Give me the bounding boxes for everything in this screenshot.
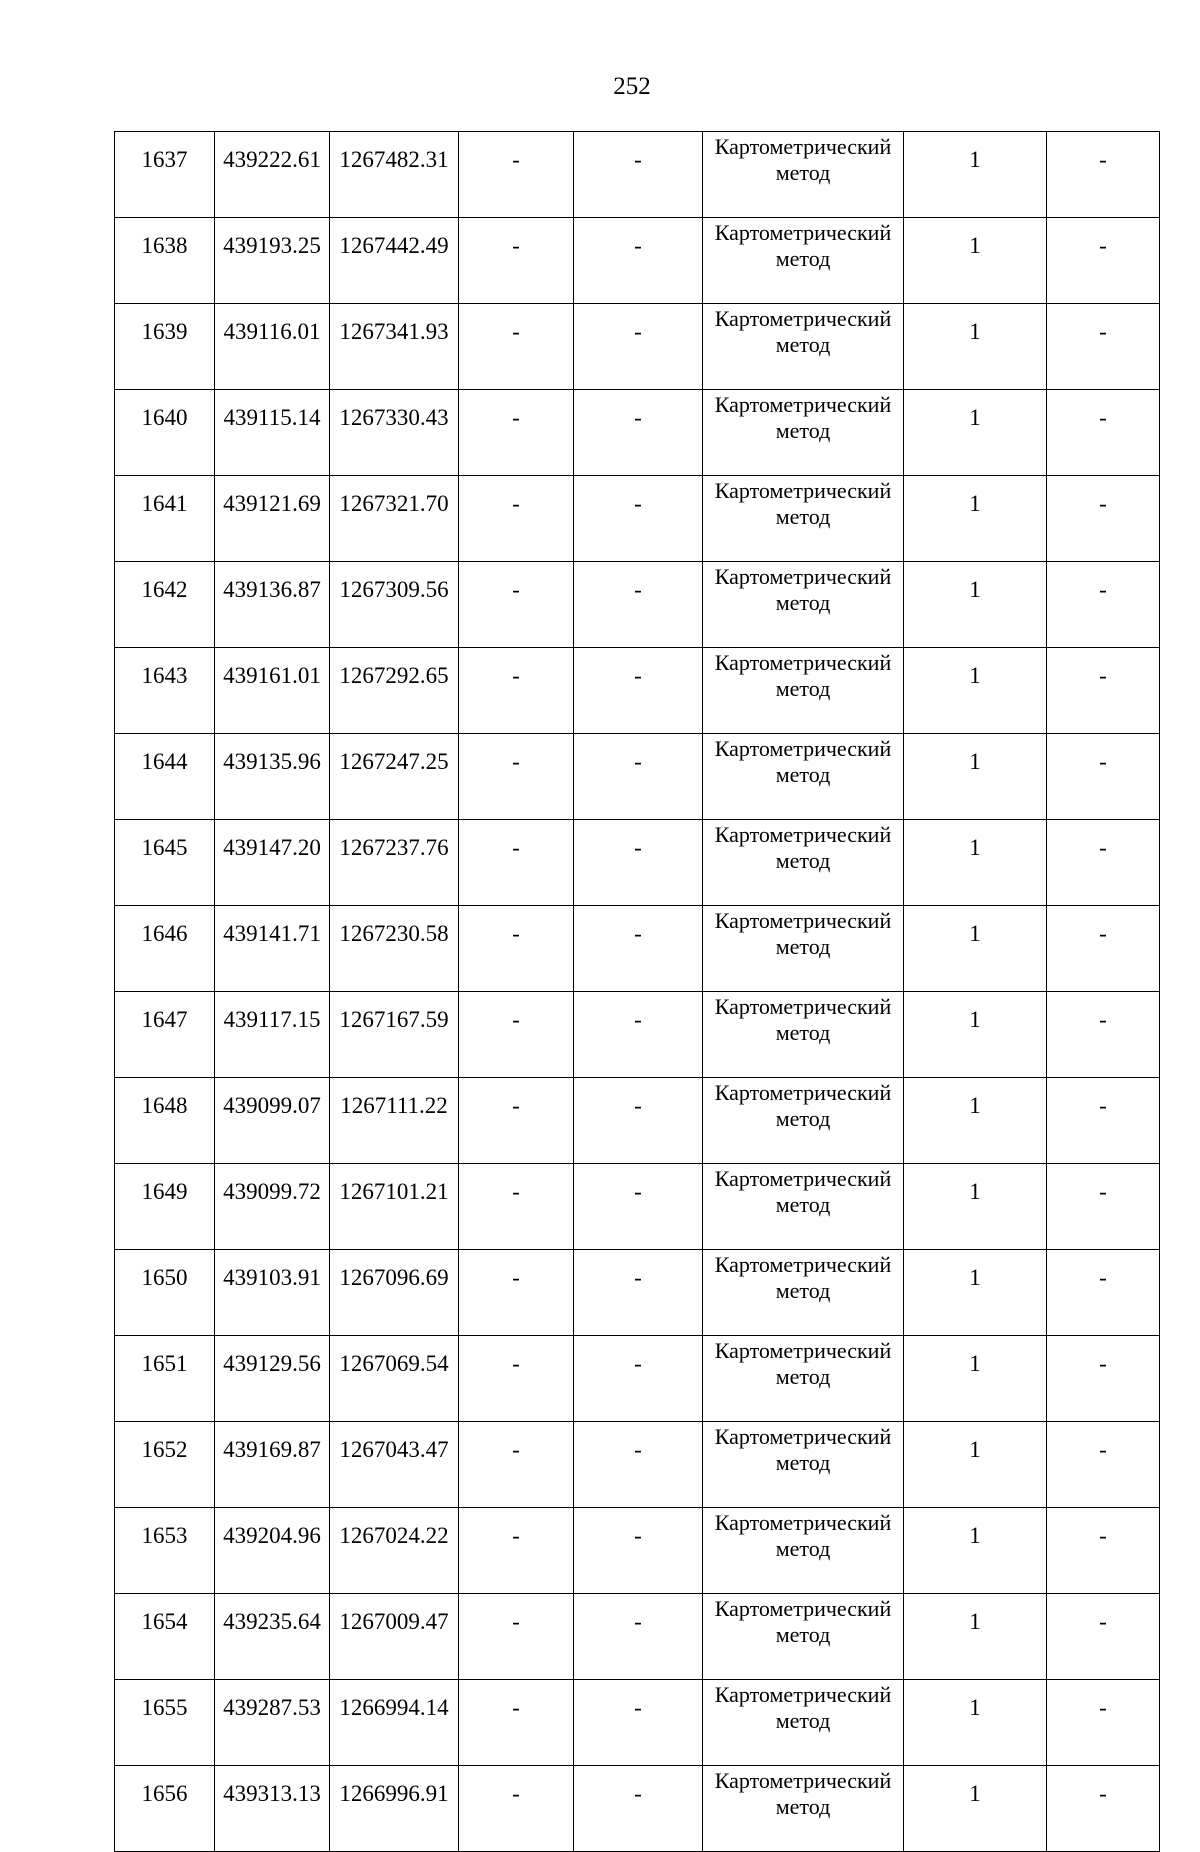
y-coordinate-cell: 1267341.93 [330,304,459,390]
accuracy-cell: 1 [904,1508,1047,1594]
empty-value-cell-4: - [459,648,574,734]
empty-value-cell-4: - [459,1078,574,1164]
x-coordinate-cell: 439099.72 [215,1164,330,1250]
y-coordinate-cell: 1267237.76 [330,820,459,906]
x-coordinate-cell: 439136.87 [215,562,330,648]
method-label-line1: Картометрический [714,736,892,761]
x-coordinate-cell: 439135.96 [215,734,330,820]
point-number-cell: 1640 [115,390,215,476]
method-label-line2: метод [775,1020,831,1045]
accuracy-cell: 1 [904,1680,1047,1766]
method-label-line2: метод [775,1536,831,1561]
y-coordinate-cell: 1267069.54 [330,1336,459,1422]
accuracy-cell: 1 [904,1078,1047,1164]
x-coordinate-cell: 439169.87 [215,1422,330,1508]
method-label-line1: Картометрический [714,478,892,503]
point-number-cell: 1644 [115,734,215,820]
y-coordinate-cell: 1267167.59 [330,992,459,1078]
empty-value-cell-9: - [1047,218,1160,304]
method-cell [703,906,904,992]
table-row [115,1336,1160,1422]
point-number-cell: 1653 [115,1508,215,1594]
accuracy-cell: 1 [904,1336,1047,1422]
x-coordinate-cell: 439161.01 [215,648,330,734]
point-number-cell: 1641 [115,476,215,562]
point-number-cell: 1639 [115,304,215,390]
empty-value-cell-9: - [1047,1422,1160,1508]
empty-value-cell-5: - [574,906,703,992]
table-row [115,1594,1160,1680]
method-label-line2: метод [775,848,831,873]
y-coordinate-cell: 1267024.22 [330,1508,459,1594]
method-label-line1: Картометрический [714,1510,892,1535]
method-label-line1: Картометрический [714,306,892,331]
table-row [115,1766,1160,1852]
x-coordinate-cell: 439117.15 [215,992,330,1078]
empty-value-cell-5: - [574,648,703,734]
empty-value-cell-4: - [459,304,574,390]
empty-value-cell-9: - [1047,1680,1160,1766]
point-number-cell: 1652 [115,1422,215,1508]
table-row [115,1078,1160,1164]
y-coordinate-cell: 1267482.31 [330,132,459,218]
empty-value-cell-4: - [459,1594,574,1680]
method-cell [703,820,904,906]
table-row [115,132,1160,218]
empty-value-cell-9: - [1047,734,1160,820]
method-label-line1: Картометрический [714,1166,892,1191]
x-coordinate-cell: 439141.71 [215,906,330,992]
method-cell [703,734,904,820]
accuracy-cell: 1 [904,648,1047,734]
point-number-cell: 1645 [115,820,215,906]
y-coordinate-cell: 1267247.25 [330,734,459,820]
method-label-line1: Картометрический [714,1080,892,1105]
table-body [115,132,1160,1852]
empty-value-cell-5: - [574,390,703,476]
method-cell [703,1680,904,1766]
method-label-line2: метод [775,934,831,959]
empty-value-cell-9: - [1047,1078,1160,1164]
method-label-line1: Картометрический [714,1596,892,1621]
empty-value-cell-4: - [459,1336,574,1422]
method-cell [703,562,904,648]
empty-value-cell-5: - [574,820,703,906]
coordinates-table [114,131,1160,1852]
accuracy-cell: 1 [904,734,1047,820]
x-coordinate-cell: 439121.69 [215,476,330,562]
method-cell [703,1078,904,1164]
method-label-line2: метод [775,1622,831,1647]
empty-value-cell-4: - [459,992,574,1078]
x-coordinate-cell: 439193.25 [215,218,330,304]
empty-value-cell-4: - [459,1250,574,1336]
empty-value-cell-9: - [1047,1766,1160,1852]
method-cell [703,648,904,734]
method-label-line2: метод [775,1364,831,1389]
empty-value-cell-5: - [574,1336,703,1422]
accuracy-cell: 1 [904,1250,1047,1336]
table-row [115,390,1160,476]
method-label-line1: Картометрический [714,994,892,1019]
y-coordinate-cell: 1267009.47 [330,1594,459,1680]
method-label-line1: Картометрический [714,1682,892,1707]
accuracy-cell: 1 [904,1766,1047,1852]
point-number-cell: 1638 [115,218,215,304]
accuracy-cell: 1 [904,1422,1047,1508]
point-number-cell: 1654 [115,1594,215,1680]
method-label-line1: Картометрический [714,220,892,245]
empty-value-cell-9: - [1047,1594,1160,1680]
method-label-line2: метод [775,1192,831,1217]
x-coordinate-cell: 439147.20 [215,820,330,906]
y-coordinate-cell: 1267101.21 [330,1164,459,1250]
method-label-line1: Картометрический [714,564,892,589]
method-cell [703,1508,904,1594]
accuracy-cell: 1 [904,906,1047,992]
x-coordinate-cell: 439099.07 [215,1078,330,1164]
accuracy-cell: 1 [904,132,1047,218]
method-label-line2: метод [775,418,831,443]
y-coordinate-cell: 1267230.58 [330,906,459,992]
table-row [115,1508,1160,1594]
empty-value-cell-4: - [459,390,574,476]
table-row [115,476,1160,562]
table-row [115,304,1160,390]
method-label-line1: Картометрический [714,1338,892,1363]
empty-value-cell-4: - [459,1508,574,1594]
x-coordinate-cell: 439116.01 [215,304,330,390]
accuracy-cell: 1 [904,820,1047,906]
empty-value-cell-4: - [459,734,574,820]
empty-value-cell-5: - [574,562,703,648]
point-number-cell: 1649 [115,1164,215,1250]
empty-value-cell-9: - [1047,476,1160,562]
empty-value-cell-5: - [574,1594,703,1680]
x-coordinate-cell: 439115.14 [215,390,330,476]
table-row [115,906,1160,992]
empty-value-cell-9: - [1047,992,1160,1078]
method-cell [703,132,904,218]
method-label-line2: метод [775,676,831,701]
y-coordinate-cell: 1267096.69 [330,1250,459,1336]
empty-value-cell-9: - [1047,132,1160,218]
method-label-line2: метод [775,590,831,615]
empty-value-cell-5: - [574,734,703,820]
table-row [115,1164,1160,1250]
point-number-cell: 1650 [115,1250,215,1336]
method-label-line2: метод [775,762,831,787]
x-coordinate-cell: 439204.96 [215,1508,330,1594]
empty-value-cell-9: - [1047,304,1160,390]
empty-value-cell-4: - [459,1164,574,1250]
table-row [115,820,1160,906]
method-cell [703,218,904,304]
point-number-cell: 1637 [115,132,215,218]
method-label-line1: Картометрический [714,134,892,159]
y-coordinate-cell: 1267321.70 [330,476,459,562]
x-coordinate-cell: 439103.91 [215,1250,330,1336]
empty-value-cell-9: - [1047,1164,1160,1250]
method-cell [703,1250,904,1336]
method-label-line1: Картометрический [714,1768,892,1793]
empty-value-cell-5: - [574,132,703,218]
method-cell [703,390,904,476]
method-label-line1: Картометрический [714,1424,892,1449]
method-label-line2: метод [775,1708,831,1733]
x-coordinate-cell: 439313.13 [215,1766,330,1852]
empty-value-cell-9: - [1047,1336,1160,1422]
empty-value-cell-4: - [459,820,574,906]
table-row [115,1422,1160,1508]
point-number-cell: 1655 [115,1680,215,1766]
accuracy-cell: 1 [904,218,1047,304]
empty-value-cell-4: - [459,1766,574,1852]
method-label-line2: метод [775,504,831,529]
method-cell [703,1422,904,1508]
empty-value-cell-5: - [574,304,703,390]
empty-value-cell-9: - [1047,648,1160,734]
empty-value-cell-5: - [574,1164,703,1250]
point-number-cell: 1647 [115,992,215,1078]
y-coordinate-cell: 1267442.49 [330,218,459,304]
empty-value-cell-5: - [574,218,703,304]
accuracy-cell: 1 [904,992,1047,1078]
page-number: 252 [613,73,651,100]
accuracy-cell: 1 [904,390,1047,476]
x-coordinate-cell: 439287.53 [215,1680,330,1766]
method-label-line1: Картометрический [714,908,892,933]
method-cell [703,476,904,562]
empty-value-cell-5: - [574,1422,703,1508]
y-coordinate-cell: 1267309.56 [330,562,459,648]
table-row [115,1250,1160,1336]
method-cell [703,992,904,1078]
method-label-line2: метод [775,332,831,357]
accuracy-cell: 1 [904,1164,1047,1250]
table-row [115,562,1160,648]
empty-value-cell-9: - [1047,1508,1160,1594]
method-label-line1: Картометрический [714,1252,892,1277]
point-number-cell: 1642 [115,562,215,648]
accuracy-cell: 1 [904,304,1047,390]
empty-value-cell-5: - [574,1766,703,1852]
method-label-line2: метод [775,1450,831,1475]
method-label-line2: метод [775,246,831,271]
method-label-line2: метод [775,1278,831,1303]
method-cell [703,1164,904,1250]
empty-value-cell-4: - [459,132,574,218]
y-coordinate-cell: 1267111.22 [330,1078,459,1164]
table-row [115,734,1160,820]
y-coordinate-cell: 1267330.43 [330,390,459,476]
accuracy-cell: 1 [904,476,1047,562]
empty-value-cell-4: - [459,906,574,992]
x-coordinate-cell: 439235.64 [215,1594,330,1680]
point-number-cell: 1648 [115,1078,215,1164]
accuracy-cell: 1 [904,562,1047,648]
accuracy-cell: 1 [904,1594,1047,1680]
table-row [115,218,1160,304]
point-number-cell: 1646 [115,906,215,992]
method-label-line1: Картометрический [714,650,892,675]
method-label-line2: метод [775,160,831,185]
empty-value-cell-5: - [574,1078,703,1164]
table-row [115,648,1160,734]
empty-value-cell-4: - [459,218,574,304]
method-cell [703,1336,904,1422]
method-label-line1: Картометрический [714,822,892,847]
empty-value-cell-9: - [1047,820,1160,906]
empty-value-cell-9: - [1047,1250,1160,1336]
y-coordinate-cell: 1267043.47 [330,1422,459,1508]
point-number-cell: 1651 [115,1336,215,1422]
empty-value-cell-9: - [1047,562,1160,648]
empty-value-cell-4: - [459,562,574,648]
y-coordinate-cell: 1266996.91 [330,1766,459,1852]
empty-value-cell-9: - [1047,390,1160,476]
empty-value-cell-5: - [574,1250,703,1336]
empty-value-cell-4: - [459,476,574,562]
empty-value-cell-5: - [574,992,703,1078]
empty-value-cell-4: - [459,1680,574,1766]
empty-value-cell-4: - [459,1422,574,1508]
point-number-cell: 1656 [115,1766,215,1852]
method-label-line2: метод [775,1106,831,1131]
method-cell [703,1594,904,1680]
y-coordinate-cell: 1267292.65 [330,648,459,734]
empty-value-cell-5: - [574,476,703,562]
point-number-cell: 1643 [115,648,215,734]
method-cell [703,1766,904,1852]
x-coordinate-cell: 439222.61 [215,132,330,218]
empty-value-cell-5: - [574,1680,703,1766]
empty-value-cell-5: - [574,1508,703,1594]
table-row [115,1680,1160,1766]
method-cell [703,304,904,390]
x-coordinate-cell: 439129.56 [215,1336,330,1422]
y-coordinate-cell: 1266994.14 [330,1680,459,1766]
table-row [115,992,1160,1078]
method-label-line1: Картометрический [714,392,892,417]
empty-value-cell-9: - [1047,906,1160,992]
method-label-line2: метод [775,1794,831,1819]
